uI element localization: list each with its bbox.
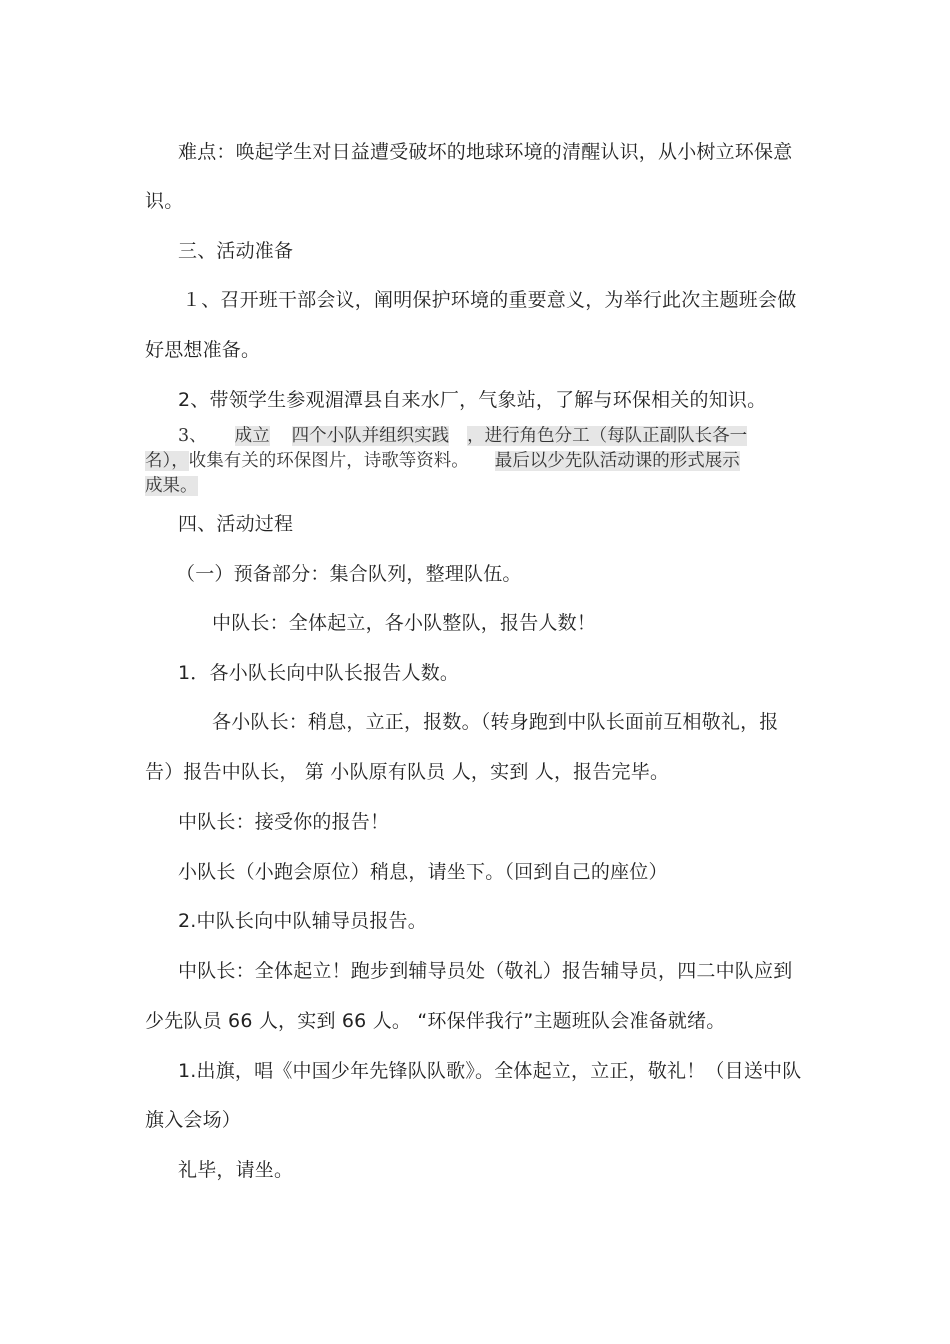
dialogue-line: 中队长：全体起立！跑步到辅导员处（敬礼）报告辅导员，四二中队应到 [178, 960, 793, 982]
process-step-cont: 旗入会场） [145, 1109, 242, 1131]
paragraph-difficulty-cont: 识。 [145, 190, 184, 212]
prep-item-3-part2: 四个小队并组织实践 [291, 426, 450, 446]
process-part-1: （一）预备部分：集合队列，整理队伍。 [176, 563, 522, 585]
paragraph-difficulty: 难点：唤起学生对日益遭受破坏的地球环境的清醒认识，从小树立环保意 [178, 141, 793, 163]
process-step: 2.中队长向中队辅导员报告。 [178, 910, 427, 932]
prep-item-3-number: 3、 [178, 426, 207, 446]
dialogue-line-cont: 少先队员 66 人，实到 66 人。 “环保伴我行”主题班队会准备就绪。 [145, 1010, 726, 1032]
prep-item-3-part1: 成立 [234, 426, 270, 446]
dialogue-line: 小队长（小跑会原位）稍息，请坐下。（回到自己的座位） [178, 861, 668, 883]
prep-item-1-cont: 好思想准备。 [145, 339, 261, 361]
dialogue-line: 中队长：全体起立，各小队整队，报告人数！ [212, 612, 597, 634]
dialogue-line: 中队长：接受你的报告！ [178, 811, 390, 833]
prep-item-3-part4: 名）， [145, 451, 189, 471]
prep-item-3-row-1 [145, 424, 807, 449]
prep-item-3-part3: ，进行角色分工（每队正副队长各一 [467, 426, 748, 446]
dialogue-line-cont: 告）报告中队长， 第 小队原有队员 人，实到 人，报告完毕。 [145, 761, 670, 783]
prep-item-3-row-2 [145, 449, 807, 474]
prep-item-3-part5: 收集有关的环保图片，诗歌等资料。 [188, 451, 469, 471]
prep-item-3-part7: 成果。 [145, 476, 198, 496]
prep-item-3 [145, 424, 807, 499]
prep-item-3-part6: 最后以少先队活动课的形式展示 [494, 451, 740, 471]
process-step: 1．各小队长向中队长报告人数。 [178, 662, 460, 684]
section-heading-preparation: 三、活动准备 [178, 240, 294, 262]
prep-item-1: １、召开班干部会议，阐明保护环境的重要意义，为举行此次主题班会做 [182, 289, 797, 311]
process-step: 1.出旗，唱《中国少年先锋队队歌》。全体起立，立正，敬礼！（目送中队 [178, 1060, 802, 1082]
dialogue-line: 礼毕，请坐。 [178, 1159, 294, 1181]
prep-item-2: 2、带领学生参观湄潭县自来水厂，气象站，了解与环保相关的知识。 [178, 389, 767, 411]
prep-item-3-row-3 [145, 474, 807, 499]
dialogue-line: 各小队长：稍息，立正，报数。（转身跑到中队长面前互相敬礼，报 [212, 711, 779, 733]
section-heading-process: 四、活动过程 [178, 513, 294, 535]
